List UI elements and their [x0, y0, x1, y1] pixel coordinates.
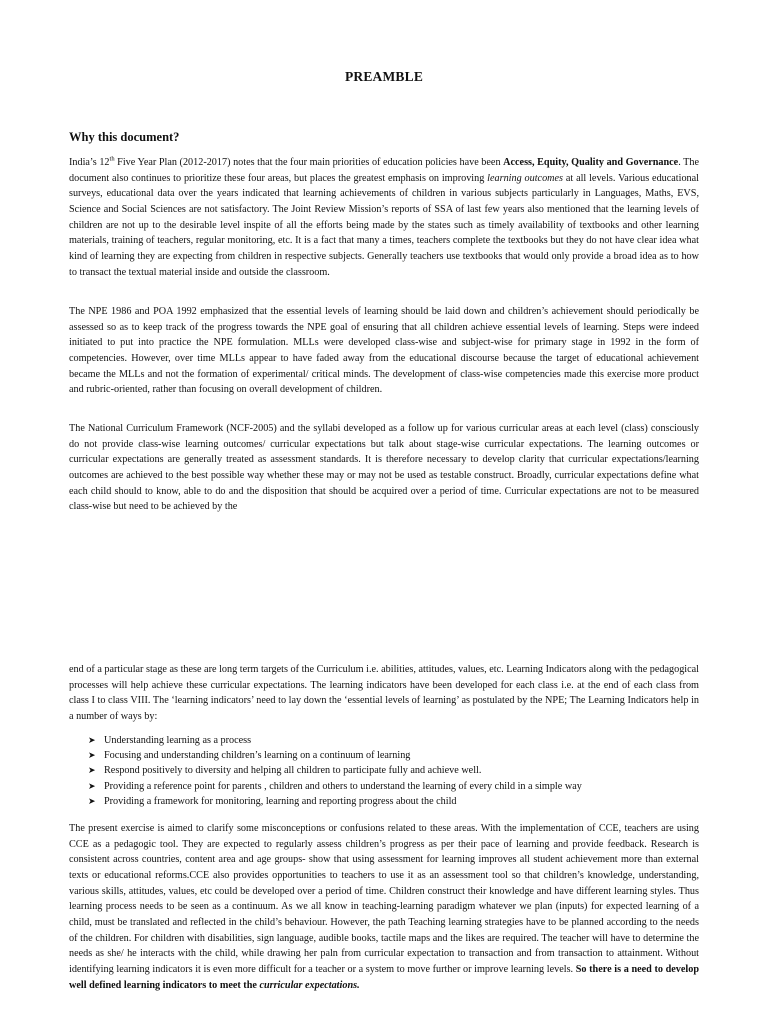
arrow-bullet-icon: ➤	[88, 735, 96, 745]
list-item-text: Respond positively to diversity and helping all children to participate fully and achieve well.	[104, 765, 482, 777]
list-item	[88, 779, 688, 794]
list-item-text: Understanding learning as a process	[104, 735, 252, 746]
p1-text-c: . The document also continues to prioritize these four areas, but places the greatest emphasis on improving	[69, 157, 699, 184]
list-item	[88, 748, 688, 763]
bullet-list	[88, 733, 688, 809]
p1-text-b: Five Year Plan (2012-2017) notes that the four main priorities of education policies have been	[114, 157, 504, 168]
p1-italic-learning-outcomes: learning outcomes	[487, 172, 564, 184]
paragraph-5	[69, 821, 699, 993]
arrow-bullet-icon: ➤	[88, 765, 96, 776]
paragraph-3: The National Curriculum Framework (NCF-2005) and the syllabi developed as a follow up for various curricular areas at each level (class) consciously do not provide class-wise learning outcomes/ curricular expectations but talk about stage-wise curricular expectations. The learning outcomes or curricular expectations are generally treated as assessment standards. It is therefore necessary to develop clarity that curricular expectations/learning outcomes are achieved to the best possible way whether these may or may not be used as testable construct. Broadly, curricular expectations define what each child should to know, able to do and the disposition that should be acquired over a period of time. Curricular expectations are not to be measured class-wise but need to be achieved by the	[69, 423, 699, 513]
arrow-bullet-icon: ➤	[88, 780, 96, 791]
p5-italic-curricular-expectations: curricular expectations.	[259, 979, 360, 991]
arrow-bullet-icon: ➤	[88, 795, 96, 806]
p1-superscript: th	[109, 155, 115, 163]
p5-text: The present exercise is aimed to clarify some misconceptions or confusions related to these areas. With the implementation of CCE, teachers are using CCE as a pedagogic tool. They are expected to regularly assess children’s progress as per their pace of learning and provide feedback. Research is consistent across countries, content area and age groups- show that using assessment for learning improves all student achievement more than external texts or educational reforms.CCE also provides opportunities to teachers to use it as an assessment tool so that children’s knowledge, understanding, various skills, attitudes, values, etc could be developed over a period of time. Children construct their knowledge and have different learning styles. Thus learning process needs to be seen as a continuum. As we all know in teaching-learning paradigm whatever we plan (inputs) for expected learning of a child, must be translated and reflected in the child’s behaviour. However, the path Teaching learning strategies have to be planned according to the needs of the children. For children with disabilities, sign language, audible books, tactile maps and the likes are required. The teacher will have to determine the needs as she/ he interacts with the child, while drawing her paln from curricular expectation to transaction and from transaction to attainment. Without identifying learning indicators it is even more difficult for a teacher or a system to move further or improve learning levels.	[69, 823, 699, 975]
paragraph-1	[69, 155, 699, 280]
p1-bold-priorities: Access, Equity, Quality and Governance	[503, 157, 679, 168]
list-item	[88, 763, 688, 778]
list-item-text: Providing a reference point for parents , children and others to understand the learning of every child in a simple way	[104, 780, 582, 792]
list-item	[88, 794, 688, 809]
p5-bold-conclusion: So there is a need to develop well defined learning indicators to meet the	[69, 963, 700, 991]
list-item-text: Providing a framework for monitoring, learning and reporting progress about the child	[104, 795, 457, 807]
p1-text-a: India’s 12	[69, 157, 110, 168]
list-item	[88, 733, 688, 748]
paragraph-4: end of a particular stage as these are long term targets of the Curriculum i.e. abilities, attitudes, values, etc. Learning Indicators along with the pedagogical processes will help achieve these curricular expectations. The learning indicators have been developed for each class i.e. at the end of each class from class I to class VIII. The ‘learning indicators’ need to lay down the ‘essential levels of learning’ as postulated by the NPE; The Learning Indicators help in a number of ways by:	[69, 664, 699, 722]
page-title: PREAMBLE	[344, 69, 424, 84]
arrow-bullet-icon: ➤	[88, 750, 96, 761]
p1-text-d: at all levels. Various educational surveys, educational data over the years indicated that learning achievements of children in various subjects particularly in Languages, Maths, EVS, Science and Social Sciences are not satisfactory. The Joint Review Mission’s reports of SSA of last few years also mentioned that the learning levels of children are not up to the desirable level inspite of all the efforts being made by the states such as timely availability of textbooks and other learning materials, training of teachers, regular monitoring, etc. It is a fact that many a times, teachers complete the textbooks but they do not have clear idea what kind of learning they are expecting from children in respective subjects. Generally teachers use textbooks that would only provide a broad idea as to how to transact the textual material inside and outside the classroom.	[69, 172, 700, 278]
paragraph-2: The NPE 1986 and POA 1992 emphasized that the essential levels of learning should be laid down and children’s achievement should periodically be assessed so as to keep track of the progress towards the NPE goal of ensuring that all children achieve essential levels of learning. Steps were indeed initiated to put into practice the NPE formulation. MLLs were developed class-wise and subject-wise for primary stage in 1992 in the form of competencies. However, over time MLLs appear to have faded away from the educational discourse because the target of educational achievement became the MLLs and not the formation of experimental/ critical minds. The development of class-wise competencies made this exercise more product and rubric-oriented, rather than focusing on overall development of children.	[69, 306, 699, 396]
section-heading: Why this document?	[69, 130, 180, 144]
p5-bold-italic-conclusion	[259, 980, 359, 991]
list-item-text: Focusing and understanding children’s learning on a continuum of learning	[104, 750, 411, 762]
